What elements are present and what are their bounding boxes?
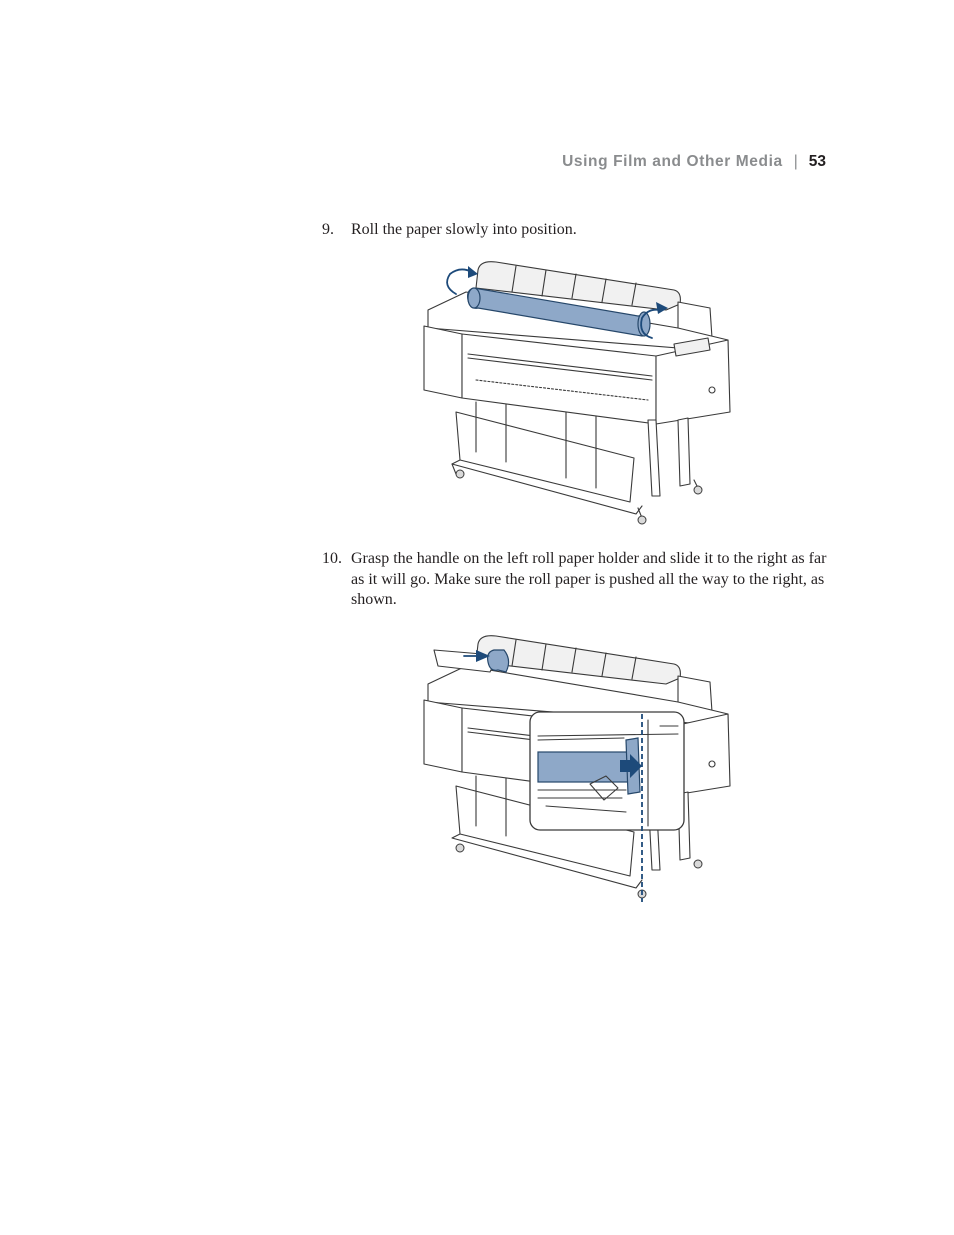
step-9 [322, 220, 828, 241]
step-10 [322, 549, 828, 611]
printer-illustration [416, 252, 736, 528]
printer-illustration [416, 626, 736, 902]
running-head [562, 153, 826, 171]
step-number: 10. [322, 550, 342, 567]
figure-slide-holder-right [416, 626, 736, 907]
step-text: Grasp the handle on the left roll paper holder and slide it to the right as far as it will go. Make sure the roll paper is pushed all the way to the right, as shown. [351, 550, 827, 608]
page-number: 53 [808, 153, 826, 170]
header-separator: | [793, 153, 798, 170]
section-title: Using Film and Other Media [562, 153, 783, 170]
figure-roll-paper-into-position [416, 252, 736, 533]
step-number: 9. [322, 221, 334, 238]
step-text: Roll the paper slowly into position. [351, 221, 577, 238]
